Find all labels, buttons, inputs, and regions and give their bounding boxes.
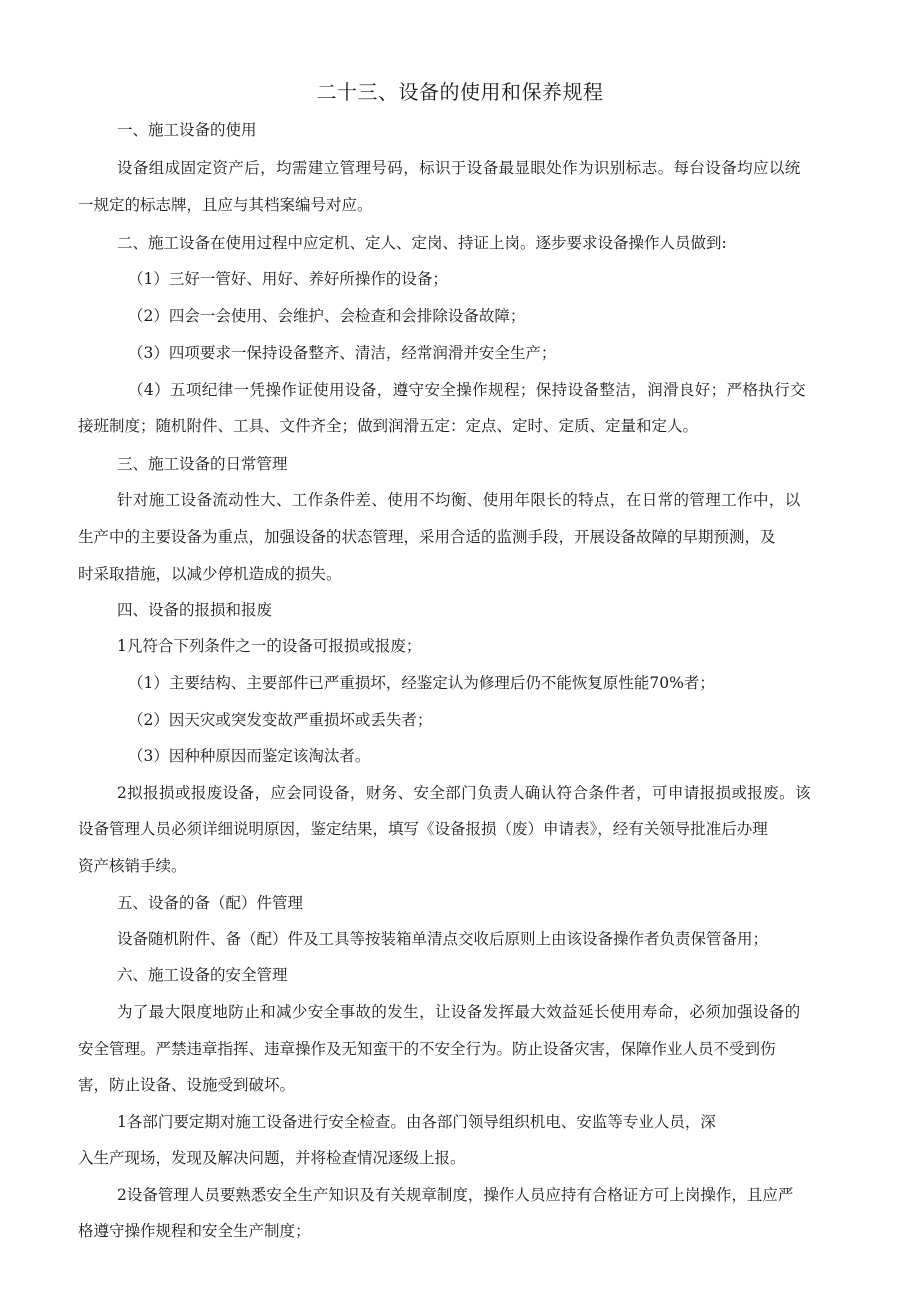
paragraph-line: 入生产现场，发现及解决问题，并将检查情况逐级上报。 [78,1149,466,1167]
section-heading-2: 二、施工设备在使用过程中应定机、定人、定岗、持证上岗。逐步要求设备操作人员做到: [117,234,727,252]
paragraph-line: 1凡符合下列条件之一的设备可报损或报废； [117,637,422,655]
list-item: （3）因种种原因而鉴定该淘汰者。 [128,747,371,765]
paragraph-line: 设备管理人员必须详细说明原因，鉴定结果，填写《设备报损（废）申请表》，经有关领导批准后办理 [78,820,768,838]
section-heading-1: 一、施工设备的使用 [117,121,257,139]
paragraph-line: 害，防止设备、设施受到破坏。 [78,1076,296,1094]
section-heading-3: 三、施工设备的日常管理 [117,455,288,473]
paragraph-line: 格遵守操作规程和安全生产制度； [78,1222,311,1240]
list-item: （3）四项要求一保持设备整齐、清洁，经常润滑并安全生产； [128,344,557,362]
list-item: （2）四会一会使用、会维护、会检查和会排除设备故障； [128,307,526,325]
paragraph-line: 一规定的标志牌，且应与其档案编号对应。 [78,196,373,214]
list-item: （1）三好一管好、用好、养好所操作的设备； [128,270,448,288]
paragraph-line: 2设备管理人员要熟悉安全生产知识及有关规章制度，操作人员应持有合格证方可上岗操作，且应严 [117,1186,794,1204]
paragraph-line: 设备组成固定资产后，均需建立管理号码，标识于设备最显眼处作为识别标志。每台设备均应以统 [117,159,801,177]
paragraph-line: 安全管理。严禁违章指挥、违章操作及无知蛮干的不安全行为。防止设备灾害，保障作业人员不受到伤 [78,1040,776,1058]
paragraph-line: 针对施工设备流动性大、工作条件差、使用不均衡、使用年限长的特点，在日常的管理工作中，以 [117,491,801,509]
paragraph-line: 时采取措施，以减少停机造成的损失。 [78,565,342,583]
paragraph-line: 为了最大限度地防止和减少安全事故的发生，让设备发挥最大效益延长使用寿命，必须加强设备的 [117,1003,801,1021]
list-item: （1）主要结构、主要部件已严重损坏，经鉴定认为修理后仍不能恢复原性能70%者； [128,674,715,692]
paragraph-line: 2拟报损或报废设备，应会同设备，财务、安全部门负责人确认符合条件者，可申请报损或报废。该 [117,784,811,802]
paragraph-line: 1各部门要定期对施工设备进行安全检查。由各部门领导组织机电、安监等专业人员，深 [117,1113,716,1131]
paragraph-line: 生产中的主要设备为重点，加强设备的状态管理，采用合适的监测手段，开展设备故障的早期预测，及 [78,528,776,546]
section-heading-4: 四、设备的报损和报废 [117,601,273,619]
list-item: （2）因天灾或突发变故严重损坏或丢失者； [128,711,433,729]
document-title: 二十三、设备的使用和保养规程 [316,80,604,104]
list-item: （4）五项纪律一凭操作证使用设备，遵守安全操作规程；保持设备整洁，润滑良好；严格执行交 [128,381,807,399]
section-heading-6: 六、施工设备的安全管理 [117,966,288,984]
paragraph-line: 设备随机附件、备（配）件及工具等按装箱单清点交收后原则上由该设备操作者负责保管备用； [117,930,769,948]
section-heading-5: 五、设备的备（配）件管理 [117,894,304,912]
paragraph-line: 接班制度；随机附件、工具、文件齐全；做到润滑五定：定点、定时、定质、定量和定人。 [78,417,699,435]
paragraph-line: 资产核销手续。 [78,857,187,875]
